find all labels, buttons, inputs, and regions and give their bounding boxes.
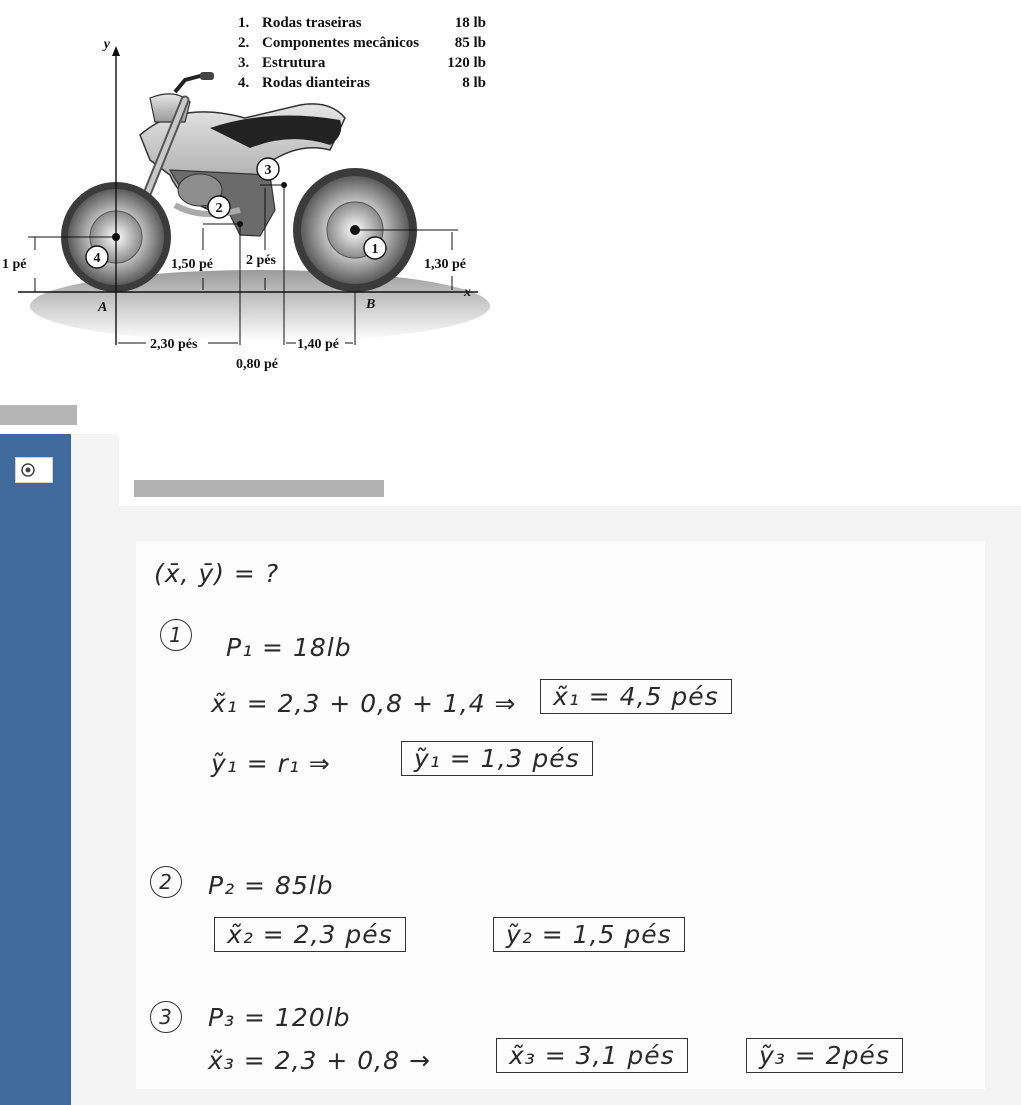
answer-title-bar bbox=[134, 480, 384, 497]
legend-weight-1: 18 lb bbox=[454, 15, 486, 31]
point-a-label: A bbox=[98, 300, 108, 315]
dim-1-pe: 1 pé bbox=[2, 257, 27, 272]
legend bbox=[238, 15, 486, 91]
component-1-y-result: ỹ₁ = 1,3 pés bbox=[401, 741, 593, 776]
point-b-label: B bbox=[366, 297, 376, 312]
svg-text:1: 1 bbox=[371, 242, 379, 257]
dim-2-pes: 2 pés bbox=[246, 253, 276, 268]
legend-weight-4: 8 lb bbox=[462, 75, 486, 91]
component-2-weight: P₂ = 85lb bbox=[208, 871, 334, 900]
component-2-number: 2 bbox=[150, 866, 182, 898]
legend-weight-2: 85 lb bbox=[454, 35, 486, 51]
component-1-x-expression: x̃₁ = 2,3 + 0,8 + 1,4 ⇒ bbox=[211, 689, 517, 718]
dim-1-50-pe: 1,50 pé bbox=[171, 257, 213, 272]
component-3-x-result: x̃₃ = 3,1 pés bbox=[496, 1038, 688, 1073]
component-1-weight: P₁ = 18lb bbox=[226, 633, 352, 662]
dim-2-30-pes: 2,30 pés bbox=[150, 337, 198, 352]
component-3-y-result: ỹ₃ = 2pés bbox=[746, 1038, 903, 1073]
legend-num-4: 4. bbox=[238, 75, 250, 91]
component-3-weight: P₃ = 120lb bbox=[208, 1003, 351, 1032]
radio-icon bbox=[20, 462, 36, 478]
legend-label-4: Rodas dianteiras bbox=[262, 75, 370, 91]
svg-text:3: 3 bbox=[264, 163, 272, 178]
side-panel bbox=[0, 434, 71, 1105]
question-line: (x̄, ȳ) = ? bbox=[154, 559, 280, 588]
handwritten-solution bbox=[136, 541, 985, 1089]
component-1-x-result: x̃₁ = 4,5 pés bbox=[540, 679, 732, 714]
marker-1 bbox=[364, 237, 386, 259]
component-1-y-expression: ỹ₁ = r₁ ⇒ bbox=[211, 749, 331, 778]
legend-label-2: Componentes mecânicos bbox=[262, 35, 420, 51]
legend-label-1: Rodas traseiras bbox=[262, 15, 362, 31]
component-2-y-result: ỹ₂ = 1,5 pés bbox=[493, 917, 685, 952]
component-3-x-expression: x̃₃ = 2,3 + 0,8 → bbox=[208, 1046, 431, 1075]
component-3-number: 3 bbox=[150, 1001, 182, 1033]
dim-1-30-pe: 1,30 pé bbox=[424, 257, 466, 272]
marker-4 bbox=[86, 246, 108, 268]
svg-text:4: 4 bbox=[93, 251, 101, 266]
legend-num-2: 2. bbox=[238, 35, 250, 51]
component-2-x-result: x̃₂ = 2,3 pés bbox=[214, 917, 406, 952]
component-1-number: 1 bbox=[160, 619, 192, 651]
dim-0-80-pe: 0,80 pé bbox=[236, 357, 278, 372]
legend-num-3: 3. bbox=[238, 55, 250, 71]
y-axis-label: y bbox=[103, 37, 110, 52]
dim-1-40-pe: 1,40 pé bbox=[297, 337, 339, 352]
toggle-button[interactable] bbox=[15, 457, 53, 483]
section-tab bbox=[0, 405, 77, 425]
legend-weight-3: 120 lb bbox=[447, 55, 486, 71]
content-gutter bbox=[71, 434, 119, 1105]
legend-label-3: Estrutura bbox=[262, 55, 326, 71]
motorbike-figure bbox=[0, 0, 500, 380]
legend-num-1: 1. bbox=[238, 15, 250, 31]
svg-text:2: 2 bbox=[215, 201, 223, 216]
x-axis-label: x bbox=[464, 285, 471, 300]
